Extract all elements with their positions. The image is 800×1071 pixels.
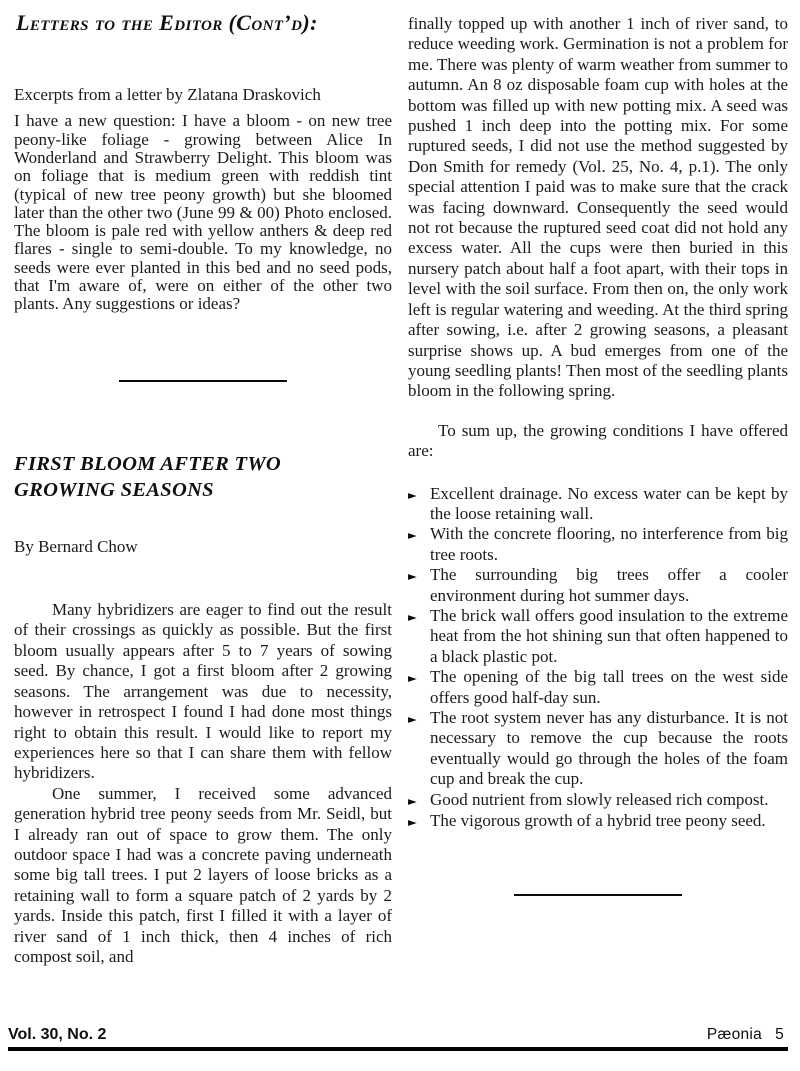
footer-journal-name: Pæonia bbox=[706, 1026, 763, 1043]
continuation-paragraph: finally topped up with another 1 inch of river sand, to reduce weeding work. Germination is not a problem for me. There was plenty of warm weather from summer to autumn. An 8 oz disposable foam cup with holes at the bottom was filled up with new potting mix. A seed was pushed 1 inch deep into the potting mix. For some ruptured seeds, I did not use the method suggested by Don Smith for remedy (Vol. 25, No. 4, p.1). The only special attention I paid was to make sure that the crack was facing downward. Consequently the seed would not rot because the ruptured seed coat did not hold any excess water. All the cups were then buried in this nursery patch about half a foot apart, with their tops in level with the soil surface. From then on, the only work left is regular watering and weeding. At the third spring after sowing, i.e. after 2 growing seasons, a pleasant surprise shows up. A bud emerges from one of the young seedling plants! Then most of the seedling plants bloom in the following spring. bbox=[408, 14, 788, 401]
growing-conditions-list bbox=[408, 484, 788, 833]
letter-excerpt-heading: Excerpts from a letter by Zlatana Draskovich bbox=[14, 85, 321, 104]
article-byline: By Bernard Chow bbox=[14, 536, 138, 556]
summary-intro-paragraph: To sum up, the growing conditions I have offered are: bbox=[408, 420, 788, 461]
list-item-text: With the concrete flooring, no interference from big tree roots. bbox=[430, 524, 788, 564]
letter-body-paragraph: I have a new question: I have a bloom - on new tree peony-like foliage - growing between Alice In Wonderland and Strawberry Delight. This bloom was on foliage that is medium green with reddish tint (typical of new tree peony growth) but she bloomed later than the other two (June 99 & 00) Photo enclosed. The bloom is pale red with yellow anthers & deep red flares - single to semi-double. To my knowledge, no seeds were ever planted in this bed and no seed pods, that I'm aware of, were on either of the other two plants. Any suggestions or ideas? bbox=[14, 111, 392, 314]
triangle-bullet-icon: ► bbox=[408, 569, 417, 584]
list-item bbox=[408, 565, 788, 606]
triangle-bullet-icon: ► bbox=[408, 671, 417, 686]
list-item bbox=[408, 667, 788, 708]
list-item bbox=[408, 484, 788, 525]
section-divider bbox=[514, 894, 682, 896]
article-title: FIRST BLOOM AFTER TWO GROWING SEASONS bbox=[14, 452, 281, 501]
list-item-text: The opening of the big tall trees on the west side offers good half-day sun. bbox=[430, 667, 788, 707]
triangle-bullet-icon: ► bbox=[408, 712, 417, 726]
section-title-letters-to-editor: Letters to the Editor (Cont’d): bbox=[16, 10, 318, 35]
list-item-text: The vigorous growth of a hybrid tree peony seed. bbox=[430, 811, 766, 831]
list-item-text: The root system never has any disturbance. It is not necessary to remove the cup because the roots eventually would go through the holes of the foam cup and break the cup. bbox=[430, 708, 788, 789]
list-item bbox=[408, 606, 788, 667]
list-item bbox=[408, 811, 788, 832]
list-item-text: Excellent drainage. No excess water can be kept by the loose retaining wall. bbox=[430, 483, 788, 523]
triangle-bullet-icon: ► bbox=[408, 609, 417, 624]
triangle-bullet-icon: ► bbox=[408, 815, 417, 830]
list-item-text: The brick wall offers good insulation to the extreme heat from the hot shining sun that often happened to a black plastic pot. bbox=[430, 605, 788, 666]
page-footer bbox=[8, 1026, 788, 1051]
footer-journal-info bbox=[707, 1026, 784, 1044]
article-paragraph: One summer, I received some advanced generation hybrid tree peony seeds from Mr. Seidl, but I already ran out of space to grow them. The only outdoor space I had was a concrete paving underneath some big tall trees. I put 2 layers of loose bricks as a retaining wall to form a square patch of 2 yards by 2 yards. Inside this patch, first I filled it with a layer of river sand of 1 inch thick, then 4 inches of rich compost soil, and bbox=[14, 783, 392, 966]
list-item bbox=[408, 790, 788, 811]
left-column bbox=[14, 10, 392, 967]
triangle-bullet-icon: ► bbox=[408, 528, 417, 543]
footer-page-number: 5 bbox=[775, 1026, 784, 1043]
right-column bbox=[408, 10, 788, 967]
triangle-bullet-icon: ► bbox=[408, 487, 417, 502]
list-item-text: The surrounding big trees offer a cooler environment during hot summer days. bbox=[430, 565, 788, 605]
list-item bbox=[408, 708, 788, 790]
section-divider bbox=[119, 380, 287, 382]
list-item bbox=[408, 524, 788, 565]
list-item-text: Good nutrient from slowly released rich compost. bbox=[430, 789, 769, 809]
article-paragraph: Many hybridizers are eager to find out the result of their crossings as quickly as possible. But the first bloom usually appears after 5 to 7 years of sowing seed. By chance, I got a first bloom after 2 growing seasons. The arrangement was due to necessity, however in retrospect I found I had done most things right to obtain this result. I would like to report my experiences here so that I can share them with fellow hybridizers. bbox=[14, 600, 392, 783]
footer-volume-number: Vol. 30, No. 2 bbox=[8, 1026, 107, 1043]
two-column-layout bbox=[14, 10, 788, 967]
triangle-bullet-icon: ► bbox=[408, 793, 417, 808]
